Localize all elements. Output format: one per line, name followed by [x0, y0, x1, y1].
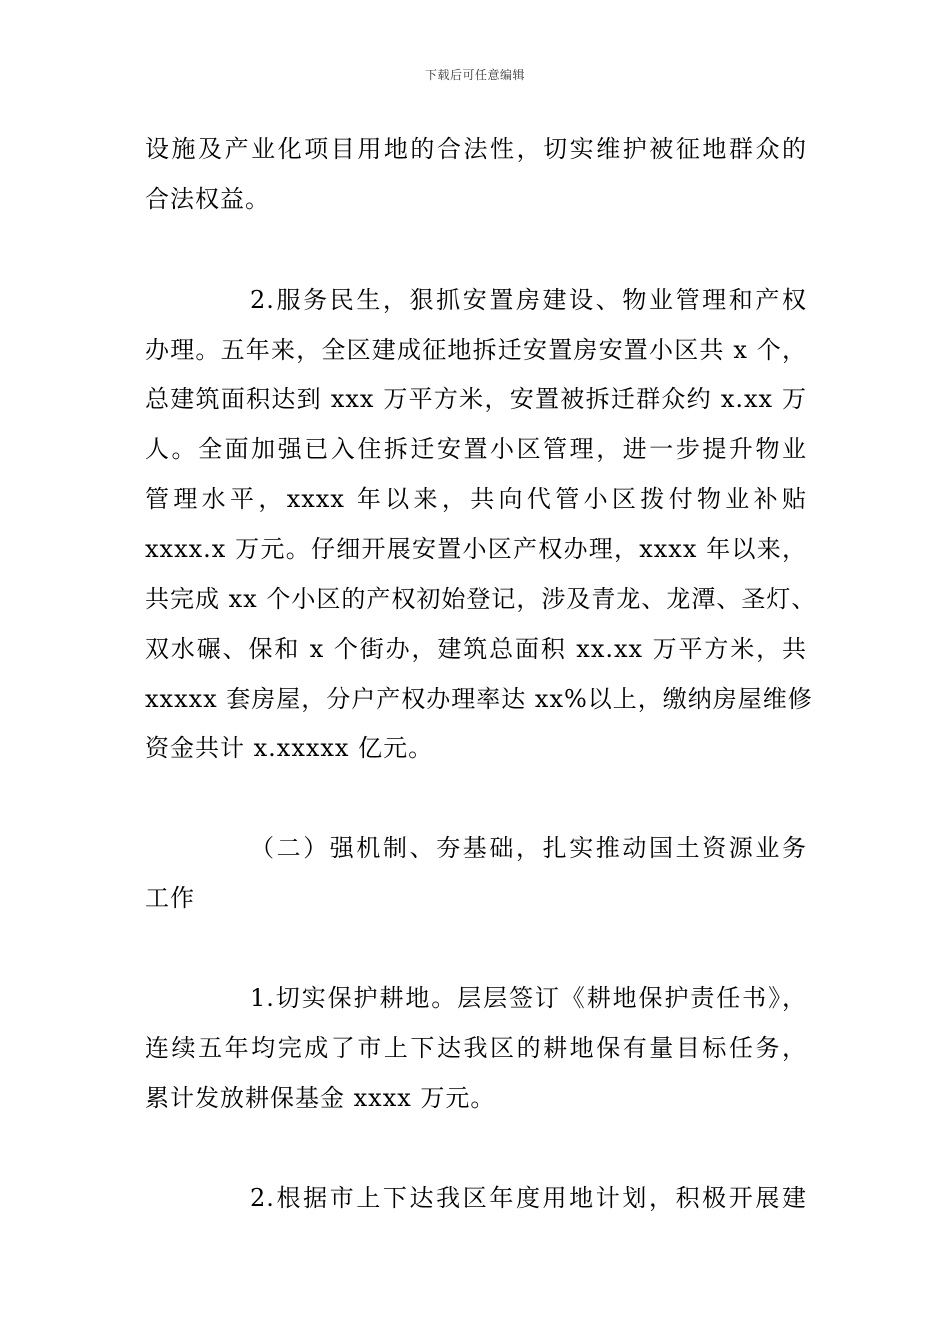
- text-line: 人。全面加强已入住拆迁安置小区管理，进一步提升物业: [145, 435, 807, 463]
- text-line: 1.切实保护耕地。层层签订《耕地保护责任书》，: [250, 984, 807, 1012]
- text-line: 管理水平，xxxx 年以来，共向代管小区拨付物业补贴: [145, 485, 807, 513]
- text-line: 总建筑面积达到 xxx 万平方米，安置被拆迁群众约 x.xx 万: [145, 385, 807, 413]
- text-line: xxxx.x 万元。仔细开展安置小区产权办理，xxxx 年以来，: [145, 535, 807, 563]
- text-line: 2.根据市上下达我区年度用地计划，积极开展建: [250, 1184, 807, 1212]
- text-line: 办理。五年来，全区建成征地拆迁安置房安置小区共 x 个，: [145, 336, 807, 364]
- text-line: 累计发放耕保基金 xxxx 万元。: [145, 1084, 496, 1112]
- text-line: 双水碾、保和 x 个街办，建筑总面积 xx.xx 万平方米，共: [145, 635, 807, 663]
- section-heading: （二）强机制、夯基础，扎实推动国土资源业务: [250, 834, 807, 862]
- text-line: 2.服务民生，狠抓安置房建设、物业管理和产权: [250, 286, 807, 314]
- text-line: 设施及产业化项目用地的合法性，切实维护被征地群众的: [145, 135, 807, 163]
- page-header: 下载后可任意编辑: [424, 68, 525, 82]
- section-heading-cont: 工作: [145, 884, 195, 912]
- text-line: 资金共计 x.xxxxx 亿元。: [145, 734, 434, 762]
- text-line: xxxxx 套房屋，分户产权办理率达 xx%以上，缴纳房屋维修: [145, 685, 813, 713]
- text-line: 共完成 xx 个小区的产权初始登记，涉及青龙、龙潭、圣灯、: [145, 585, 817, 613]
- text-line: 连续五年均完成了市上下达我区的耕地保有量目标任务，: [145, 1034, 807, 1062]
- text-line: 合法权益。: [145, 185, 270, 213]
